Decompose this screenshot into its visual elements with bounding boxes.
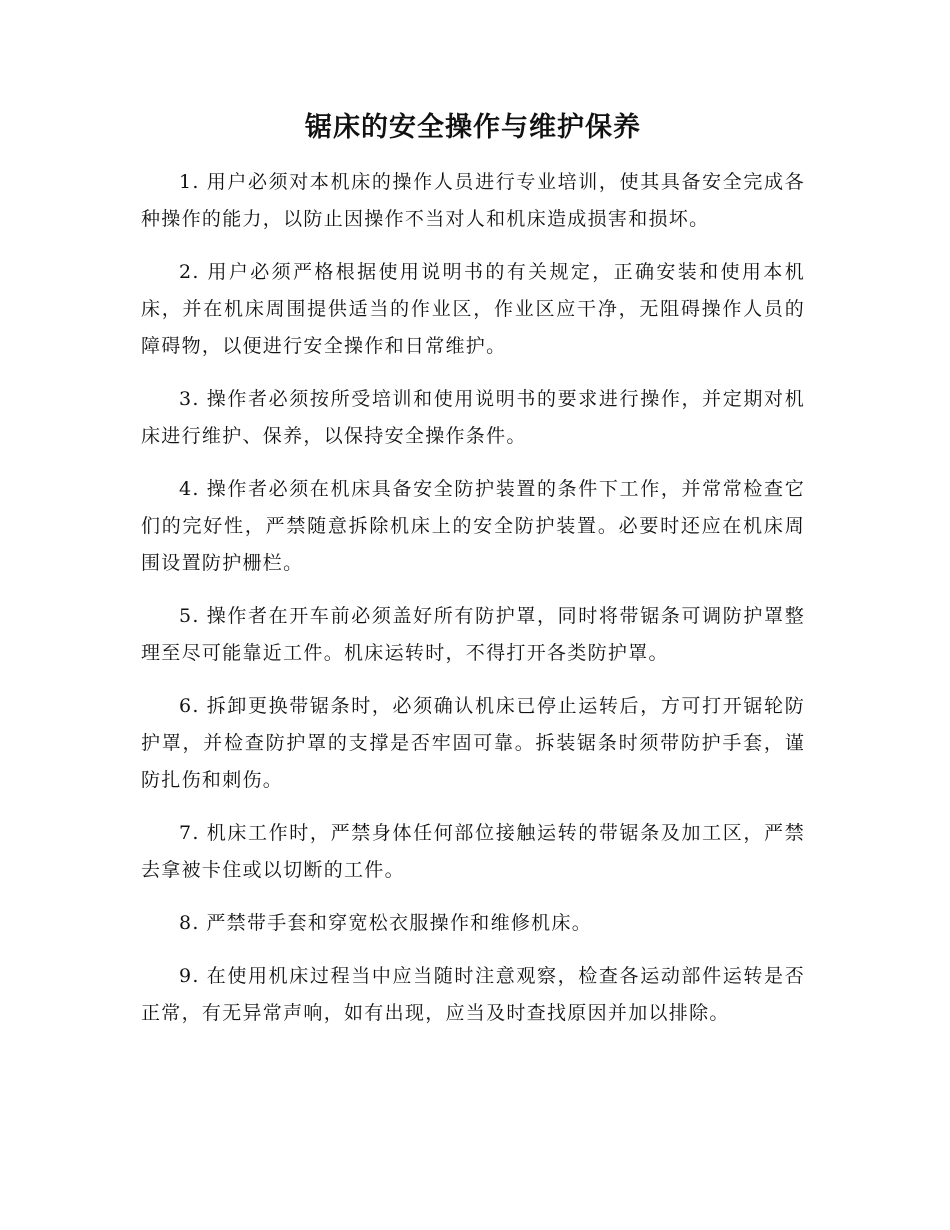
item-text: 机床工作时，严禁身体任何部位接触运转的带锯条及加工区，严禁去拿被卡住或以切断的工件。 bbox=[141, 822, 805, 881]
item-number: 8. bbox=[179, 912, 200, 934]
item-number: 2. bbox=[179, 261, 200, 283]
list-item bbox=[141, 905, 805, 942]
item-text: 严禁带手套和穿宽松衣服操作和维修机床。 bbox=[206, 912, 593, 934]
document-page bbox=[141, 108, 805, 1048]
document-title: 锯床的安全操作与维护保养 bbox=[305, 112, 641, 143]
list-item bbox=[141, 688, 805, 799]
list-item bbox=[141, 815, 805, 889]
item-number: 7. bbox=[179, 822, 200, 844]
item-text: 用户必须严格根据使用说明书的有关规定，正确安装和使用本机床，并在机床周围提供适当的作业区，作业区应干净，无阻碍操作人员的障碍物，以便进行安全操作和日常维护。 bbox=[141, 261, 805, 357]
item-text: 在使用机床过程当中应当随时注意观察，检查各运动部件运转是否正常，有无异常声响，如有出现，应当及时查找原因并加以排除。 bbox=[141, 965, 805, 1024]
list-item bbox=[141, 598, 805, 672]
item-text: 操作者必须在机床具备安全防护装置的条件下工作，并常常检查它们的完好性，严禁随意拆除机床上的安全防护装置。必要时还应在机床周围设置防护栅栏。 bbox=[141, 478, 805, 574]
item-number: 3. bbox=[179, 388, 200, 410]
item-number: 4. bbox=[179, 478, 200, 500]
item-number: 9. bbox=[179, 965, 200, 987]
list-item bbox=[141, 958, 805, 1032]
item-number: 1. bbox=[179, 171, 200, 193]
item-number: 5. bbox=[179, 605, 200, 627]
item-text: 操作者在开车前必须盖好所有防护罩，同时将带锯条可调防护罩整理至尽可能靠近工件。机床运转时，不得打开各类防护罩。 bbox=[141, 605, 805, 664]
item-text: 用户必须对本机床的操作人员进行专业培训，使其具备安全完成各种操作的能力，以防止因操作不当对人和机床造成损害和损坏。 bbox=[141, 171, 805, 230]
list-item bbox=[141, 164, 805, 238]
item-number: 6. bbox=[179, 695, 200, 717]
list-item bbox=[141, 381, 805, 455]
list-item bbox=[141, 471, 805, 582]
list-item bbox=[141, 254, 805, 365]
item-text: 操作者必须按所受培训和使用说明书的要求进行操作，并定期对机床进行维护、保养，以保持安全操作条件。 bbox=[141, 388, 805, 447]
item-text: 拆卸更换带锯条时，必须确认机床已停止运转后，方可打开锯轮防护罩，并检查防护罩的支撑是否牢固可靠。拆装锯条时须带防护手套，谨防扎伤和刺伤。 bbox=[141, 695, 805, 791]
